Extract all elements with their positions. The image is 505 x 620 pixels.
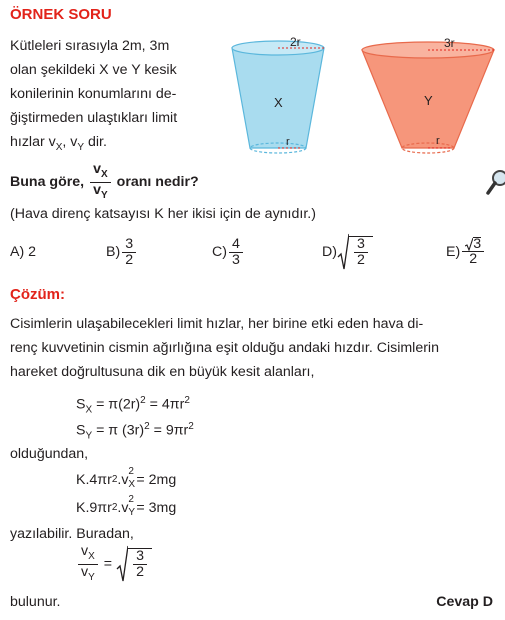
solution-line-3: hareket doğrultusuna dik en büyük kesit alanları,: [10, 364, 315, 380]
solution-title: Çözüm:: [10, 286, 65, 303]
equation-y-force: K.9πr 2 .v 2 Y = 3mg: [76, 494, 177, 518]
option-e[interactable]: E) $\frac{3}{2}$: [446, 232, 486, 272]
question-line-4: ğiştirmeden ulaştıkları limit: [10, 110, 178, 126]
solution-writable: yazılabilir. Buradan,: [10, 526, 134, 542]
option-d[interactable]: D) $\frac{3}{2}$: [322, 232, 373, 272]
solution-found: bulunur.: [10, 594, 61, 610]
solution-because: olduğundan,: [10, 446, 89, 462]
option-c[interactable]: C) $\frac{4}{3}$: [212, 234, 245, 270]
cone-x: [232, 36, 324, 153]
option-b[interactable]: B) $\frac{3}{2}$: [106, 234, 138, 270]
equation-sy: $S_Y = \pi$ $(3r)^2 = 9\pi r^2$: [76, 421, 194, 442]
cone-y-bottom-label: r: [436, 135, 440, 147]
example-title: ÖRNEK SORU: [10, 6, 112, 23]
cone-y-label: Y: [424, 93, 433, 108]
equation-sx: $S_X = \pi(2r)^2 = 4\pi r^2$: [76, 395, 190, 416]
cone-y: [362, 36, 494, 153]
result-equation: $\frac{v_X}{v_Y}$ = $\frac{3}{2}$: [76, 544, 152, 584]
sqrt-sign: $\frac{3}{2}$: [337, 233, 373, 271]
cone-y-top-label: 3r: [444, 36, 455, 50]
question-line-2: olan şekildeki X ve Y kesik: [10, 62, 177, 78]
question-line-3: konilerinin konumlarını de-: [10, 86, 177, 102]
magnifier-icon: [486, 168, 505, 198]
question-ask: Buna göre, $\frac{v_X}{v_Y}$ oranı nedir?: [10, 161, 199, 201]
question-note: (Hava direnç katsayısı K her ikisi için de aynıdır.): [10, 206, 316, 222]
speed-ratio-fraction: $\frac{v_X}{v_Y}$: [90, 162, 111, 203]
sqrt-sign: $\frac{3}{2}$: [116, 545, 152, 583]
cones-figure: [228, 36, 500, 160]
solution-line-2: renç kuvvetinin cismin ağırlığına eşit olduğu andaki hızdır. Cisimlerin: [10, 340, 439, 356]
equation-x-force: K.4πr 2 .v 2 X = 2mg: [76, 466, 177, 490]
cone-x-label: X: [274, 95, 283, 110]
result-lhs-fraction: $\frac{v_X}{v_Y}$: [78, 544, 98, 585]
cone-x-top-label: 2r: [290, 36, 301, 49]
question-line-1: Kütleleri sırasıyla 2m, 3m: [10, 38, 170, 54]
question-line-5: hızlar $v_X$, $v_Y$ dir.: [10, 134, 107, 153]
solution-line-1: Cisimlerin ulaşabilecekleri limit hızlar, her birine etki eden hava di-: [10, 316, 424, 332]
option-a[interactable]: A) 2: [10, 244, 37, 260]
answer-label: Cevap D: [436, 594, 493, 610]
cone-x-bottom-label: r: [286, 136, 290, 148]
sqrt-sign: [465, 237, 473, 251]
